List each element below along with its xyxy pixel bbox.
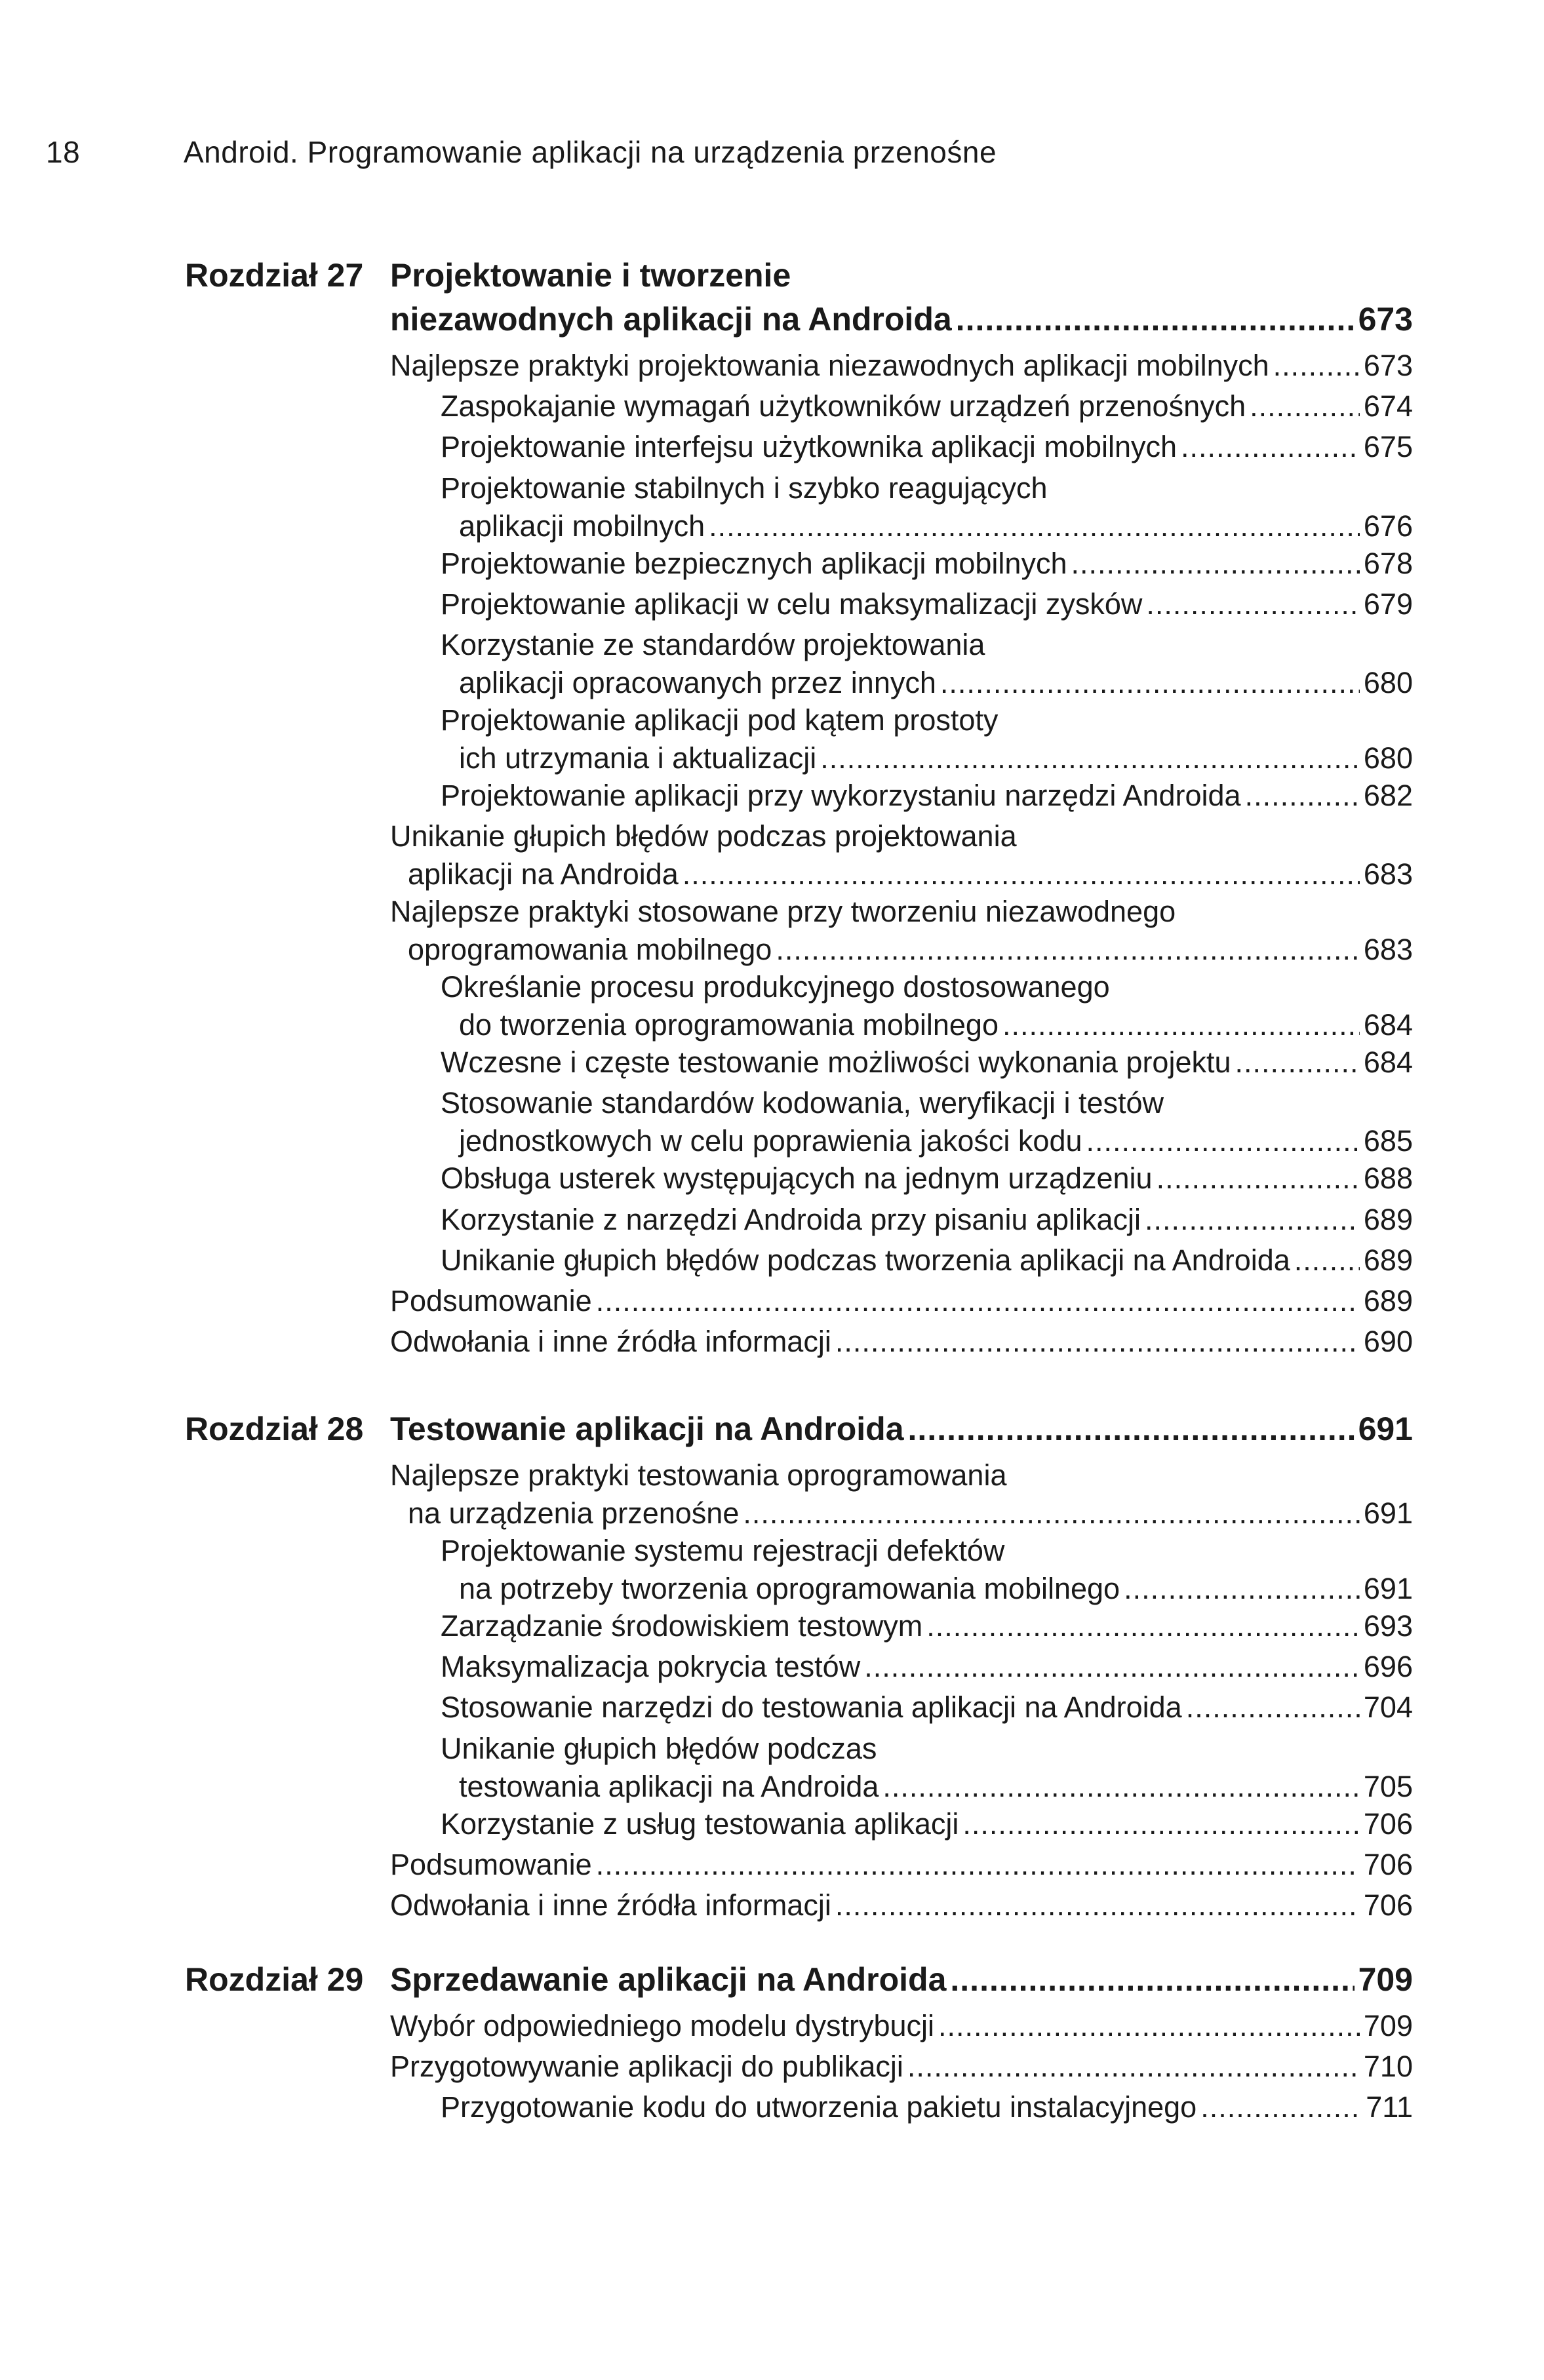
dot-leader bbox=[1146, 589, 1360, 619]
dot-leader bbox=[1002, 1010, 1360, 1040]
dot-leader bbox=[1245, 781, 1360, 810]
dot-leader bbox=[1086, 1126, 1360, 1156]
chapter-title-text: niezawodnych aplikacji na Androida bbox=[390, 301, 952, 338]
dot-leader bbox=[596, 1850, 1360, 1879]
dot-leader bbox=[938, 2011, 1360, 2040]
toc-entry-page: 690 bbox=[1363, 1325, 1413, 1359]
toc-entry-page: 673 bbox=[1363, 349, 1413, 382]
toc-entry bbox=[441, 391, 1413, 421]
toc-entry-text: testowania aplikacji na Androida bbox=[459, 1769, 879, 1803]
toc-entry-page: 674 bbox=[1363, 389, 1413, 423]
chapter-title-page: 673 bbox=[1358, 301, 1413, 338]
dot-leader bbox=[1186, 1692, 1360, 1722]
chapter-label: Rozdział 27 bbox=[185, 257, 364, 294]
dot-leader bbox=[820, 743, 1360, 773]
dot-leader bbox=[1235, 1047, 1360, 1077]
toc-entry-page: 704 bbox=[1363, 1690, 1413, 1725]
dot-leader bbox=[835, 1327, 1360, 1356]
toc-entry-page: 706 bbox=[1363, 1806, 1413, 1841]
dot-leader bbox=[962, 1809, 1360, 1839]
toc-entry-text: na potrzeby tworzenia oprogramowania mobilnego bbox=[459, 1572, 1120, 1605]
toc-entry bbox=[459, 511, 1413, 541]
book-title: Android. Programowanie aplikacji na urządzenia przenośne bbox=[184, 135, 997, 169]
toc-entry-page: 706 bbox=[1363, 1847, 1413, 1881]
toc-entry bbox=[441, 1202, 1413, 1236]
toc-entry-page: 683 bbox=[1363, 933, 1413, 967]
toc-entry bbox=[390, 2050, 1413, 2084]
dot-leader bbox=[907, 2052, 1360, 2081]
toc-entry-page: 685 bbox=[1363, 1124, 1413, 1158]
toc-entry-text: Korzystanie z narzędzi Androida przy pisaniu aplikacji bbox=[441, 1202, 1141, 1236]
toc-entry-line: Określanie procesu produkcyjnego dostosowanego bbox=[441, 970, 1110, 1004]
chapter-title-line: Projektowanie i tworzenie bbox=[390, 257, 791, 294]
toc-entry bbox=[441, 430, 1413, 464]
dot-leader bbox=[926, 1611, 1360, 1641]
toc-entry-page: 675 bbox=[1363, 430, 1413, 464]
chapter-title-text: Testowanie aplikacji na Androida bbox=[390, 1411, 904, 1447]
toc-entry-page: 693 bbox=[1363, 1609, 1413, 1643]
toc-entry-text: oprogramowania mobilnego bbox=[408, 933, 772, 967]
toc-entry-page: 691 bbox=[1363, 1496, 1413, 1530]
toc-entry-line: Projektowanie aplikacji pod kątem prostoty bbox=[441, 703, 999, 737]
toc-entry bbox=[441, 1611, 1413, 1641]
toc-entry-page: 709 bbox=[1363, 2009, 1413, 2042]
toc-entry bbox=[390, 2011, 1413, 2040]
dot-leader bbox=[1250, 391, 1360, 421]
toc-entry-line: Projektowanie stabilnych i szybko reagujących bbox=[441, 471, 1048, 505]
dot-leader bbox=[743, 1498, 1360, 1528]
toc-entry-page: 711 bbox=[1366, 2090, 1413, 2124]
toc-entry-page: 682 bbox=[1363, 779, 1413, 812]
toc-entry-text: Odwołania i inne źródła informacji bbox=[390, 1888, 831, 1922]
toc-entry-text: Wybór odpowiedniego modelu dystrybucji bbox=[390, 2009, 935, 2042]
dot-leader bbox=[1294, 1245, 1360, 1275]
toc-entry-text: Najlepsze praktyki projektowania niezawodnych aplikacji mobilnych bbox=[390, 349, 1269, 382]
toc-entry-text: Obsługa usterek występujących na jednym urządzeniu bbox=[441, 1161, 1153, 1196]
toc-entry-text: aplikacji mobilnych bbox=[459, 509, 705, 543]
dot-leader bbox=[596, 1286, 1360, 1316]
toc-entry bbox=[459, 1769, 1413, 1803]
toc-entry-page: 710 bbox=[1363, 2050, 1413, 2084]
chapter-title bbox=[390, 303, 1413, 336]
dot-leader bbox=[1124, 1574, 1360, 1603]
toc-entry-text: Stosowanie narzędzi do testowania aplikacji na Androida bbox=[441, 1690, 1182, 1725]
toc-entry-page: 691 bbox=[1363, 1572, 1413, 1605]
dot-leader bbox=[683, 859, 1360, 889]
toc-entry bbox=[441, 2092, 1413, 2122]
toc-entry-text: Korzystanie z usług testowania aplikacji bbox=[441, 1806, 959, 1841]
toc-entry-page: 706 bbox=[1363, 1888, 1413, 1922]
chapter-title-text: Sprzedawanie aplikacji na Androida bbox=[390, 1961, 947, 1998]
toc-entry bbox=[408, 859, 1413, 889]
dot-leader bbox=[950, 1963, 1354, 1996]
toc-entry-page: 676 bbox=[1363, 509, 1413, 543]
toc-entry-text: Przygotowanie kodu do utworzenia pakietu instalacyjnego bbox=[441, 2090, 1197, 2124]
toc-entry bbox=[441, 1045, 1413, 1080]
toc-entry-line: Korzystanie ze standardów projektowania bbox=[441, 628, 985, 661]
toc-entry-text: Projektowanie aplikacji w celu maksymalizacji zysków bbox=[441, 587, 1143, 621]
toc-entry bbox=[459, 1010, 1413, 1040]
toc-entry-text: jednostkowych w celu poprawienia jakości kodu bbox=[459, 1124, 1082, 1158]
toc-entry bbox=[459, 1126, 1413, 1156]
toc-entry bbox=[390, 1847, 1413, 1881]
dot-leader bbox=[1273, 351, 1360, 380]
toc-entry-text: Maksymalizacja pokrycia testów bbox=[441, 1650, 861, 1684]
toc-entry bbox=[441, 589, 1413, 619]
toc-entry bbox=[441, 1690, 1413, 1725]
toc-entry bbox=[390, 1890, 1413, 1920]
toc-entry-text: Projektowanie aplikacji przy wykorzystaniu narzędzi Androida bbox=[441, 779, 1241, 812]
toc-entry bbox=[390, 1325, 1413, 1359]
toc-entry-line: Unikanie głupich błędów podczas projektowania bbox=[390, 819, 1017, 853]
dot-leader bbox=[882, 1772, 1359, 1801]
toc-entry-text: Zaspokajanie wymagań użytkowników urządzeń przenośnych bbox=[441, 389, 1246, 423]
toc-entry-text: do tworzenia oprogramowania mobilnego bbox=[459, 1008, 999, 1042]
toc-entry-text: Przygotowywanie aplikacji do publikacji bbox=[390, 2050, 903, 2084]
toc-entry-line: Stosowanie standardów kodowania, weryfikacji i testów bbox=[441, 1086, 1164, 1120]
toc-entry bbox=[459, 1574, 1413, 1603]
toc-entry-text: Podsumowanie bbox=[390, 1284, 592, 1317]
toc-entry bbox=[441, 1806, 1413, 1841]
toc-entry-line: Projektowanie systemu rejestracji defektów bbox=[441, 1534, 1005, 1567]
toc-entry-line: Najlepsze praktyki testowania oprogramowania bbox=[390, 1458, 1007, 1492]
dot-leader bbox=[1181, 432, 1360, 461]
toc-entry bbox=[390, 1286, 1413, 1316]
toc-entry bbox=[441, 1650, 1413, 1684]
dot-leader bbox=[956, 303, 1355, 336]
toc-entry bbox=[441, 781, 1413, 810]
toc-entry bbox=[441, 546, 1413, 580]
dot-leader bbox=[940, 668, 1360, 697]
toc-entry-text: Unikanie głupich błędów podczas tworzenia aplikacji na Androida bbox=[441, 1243, 1290, 1277]
toc-entry-text: Odwołania i inne źródła informacji bbox=[390, 1325, 831, 1359]
toc-entry-text: Projektowanie interfejsu użytkownika aplikacji mobilnych bbox=[441, 430, 1178, 464]
chapter-title-page: 709 bbox=[1358, 1961, 1413, 1998]
toc-entry bbox=[441, 1161, 1413, 1196]
toc-entry-text: Projektowanie bezpiecznych aplikacji mobilnych bbox=[441, 546, 1067, 580]
toc-entry-text: aplikacji na Androida bbox=[408, 857, 679, 891]
toc-entry-text: Wczesne i częste testowanie możliwości wykonania projektu bbox=[441, 1045, 1231, 1080]
dot-leader bbox=[776, 935, 1360, 964]
toc-entry-page: 679 bbox=[1363, 587, 1413, 621]
toc-entry-page: 684 bbox=[1363, 1008, 1413, 1042]
toc-entry-text: Zarządzanie środowiskiem testowym bbox=[441, 1609, 923, 1643]
dot-leader bbox=[835, 1890, 1360, 1920]
toc-entry-page: 680 bbox=[1363, 666, 1413, 699]
toc-entry-page: 683 bbox=[1363, 857, 1413, 891]
chapter-title-page: 691 bbox=[1358, 1411, 1413, 1447]
dot-leader bbox=[1071, 549, 1359, 578]
toc-entry bbox=[441, 1245, 1413, 1275]
toc-entry bbox=[459, 668, 1413, 697]
toc-entry bbox=[408, 1498, 1413, 1528]
dot-leader bbox=[1157, 1163, 1360, 1193]
chapter-title bbox=[390, 1963, 1413, 1996]
toc-entry-text: aplikacji opracowanych przez innych bbox=[459, 666, 936, 699]
toc-entry-page: 696 bbox=[1363, 1650, 1413, 1684]
toc-entry bbox=[408, 933, 1413, 967]
toc-entry-line: Najlepsze praktyki stosowane przy tworzeniu niezawodnego bbox=[390, 895, 1176, 929]
toc-entry bbox=[390, 351, 1413, 380]
toc-entry-page: 688 bbox=[1363, 1161, 1413, 1196]
toc-entry-page: 689 bbox=[1363, 1284, 1413, 1317]
chapter-title bbox=[390, 1413, 1413, 1445]
toc-entry-page: 689 bbox=[1363, 1202, 1413, 1236]
dot-leader bbox=[709, 511, 1360, 541]
toc-entry-line: Unikanie głupich błędów podczas bbox=[441, 1731, 877, 1765]
toc-entry-page: 680 bbox=[1363, 741, 1413, 775]
toc-entry-page: 678 bbox=[1363, 546, 1413, 580]
dot-leader bbox=[864, 1652, 1360, 1681]
chapter-label: Rozdział 29 bbox=[185, 1961, 364, 1998]
toc-entry-page: 689 bbox=[1363, 1243, 1413, 1277]
toc-entry-text: ich utrzymania i aktualizacji bbox=[459, 741, 817, 775]
toc-entry-page: 684 bbox=[1363, 1045, 1413, 1080]
toc-entry bbox=[459, 743, 1413, 773]
chapter-label: Rozdział 28 bbox=[185, 1411, 364, 1447]
toc-entry-text: Podsumowanie bbox=[390, 1847, 592, 1881]
dot-leader bbox=[908, 1413, 1355, 1445]
page-number: 18 bbox=[46, 135, 81, 169]
toc-entry-text: na urządzenia przenośne bbox=[408, 1496, 740, 1530]
toc-entry-page: 705 bbox=[1363, 1769, 1413, 1803]
dot-leader bbox=[1200, 2092, 1362, 2122]
dot-leader bbox=[1145, 1205, 1360, 1234]
